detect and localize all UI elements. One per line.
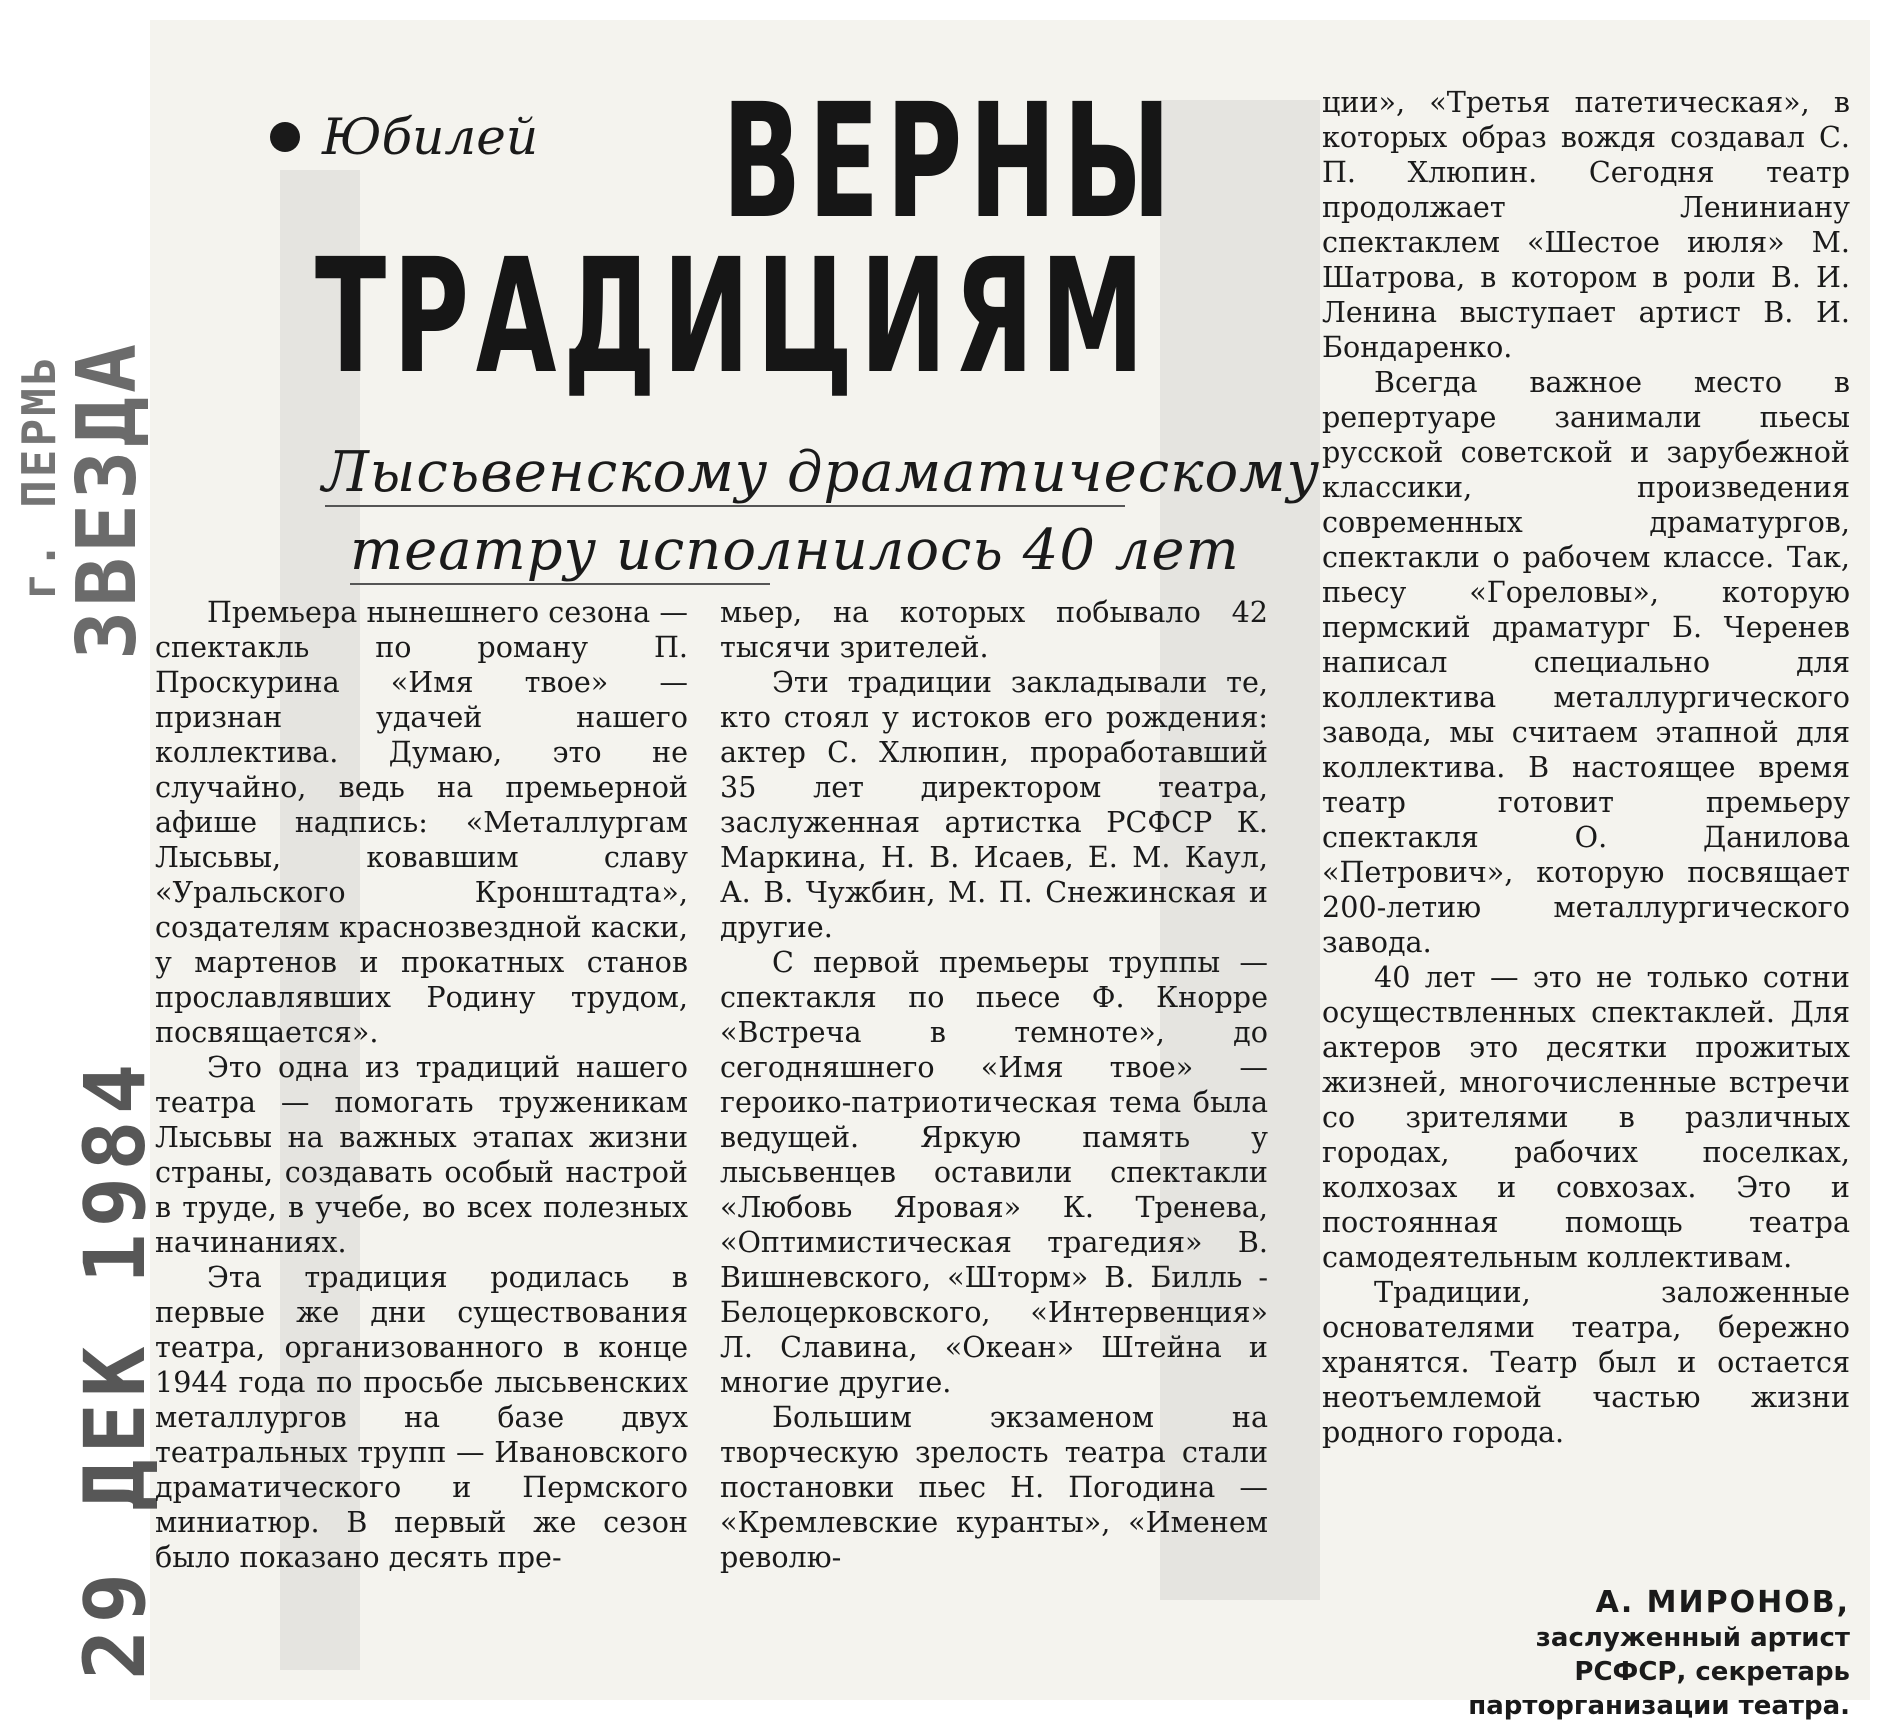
- pen-underline: [325, 505, 1125, 507]
- archive-stamp: [12, 240, 164, 1680]
- pen-underline: [350, 583, 770, 585]
- paragraph: Премьера нынешнего сезона — спектакль по роману П. Проскурина «Имя твое» — признан удачей нашего коллектива. Думаю, это не случайно, ведь на премьерной афише надпись: «Металлургам Лысьвы, ковавшим славу «Уральского Кронштадта», создателям краснозвездной каски, у мартенов и прокатных станов прославлявших Родину трудом, посвящается».: [155, 595, 688, 1049]
- paragraph: Большим экзаменом на творческую зрелость театра стали постановки пьес Н. Погодина — «Кремлевские куранты», «Именем револю-: [720, 1400, 1268, 1574]
- paragraph: Эта традиция родилась в первые же дни существования театра, организованного в конце 1944 года по просьбе лысьвенских металлургов на базе двух театральных трупп — Ивановского драматического и Пермского миниатюр. В первый же сезон было показано десять пре-: [155, 1260, 688, 1574]
- article-column-2: [720, 595, 1268, 1575]
- author-signature: [1322, 1585, 1850, 1723]
- stamp-newspaper-name: ЗВЕЗДА: [60, 339, 155, 660]
- paragraph: С первой премьеры труппы — спектакля по пьесе Ф. Кнорре «Встреча в темноте», до сегодняшнего «Имя твое» — героико-патриотическая тема была ведущей. Яркую память у лысьвенцев оставили спектакли «Любовь Яровая» К. Тренева, «Оптимистическая трагедия» В. Вишневского, «Шторм» В. Билль - Белоцерковского, «Интервенция» Л. Славина, «Океан» Штейна и многие другие.: [720, 945, 1268, 1399]
- author-title-line-1: заслуженный артист: [1535, 1623, 1850, 1653]
- rubric: [270, 108, 538, 166]
- paragraph: 40 лет — это не только сотни осуществленных спектаклей. Для актеров это десятки прожитых жизней, многочисленные встречи со зрителями в различных городах, рабочих поселках, колхозах и совхозах. Это и постоянная помощь театра самодеятельным коллективам.: [1322, 960, 1850, 1274]
- stamp-city: г. ПЕРМЬ: [12, 354, 66, 600]
- paragraph: ции», «Третья патетическая», в которых образ вождя создавал С. П. Хлюпин. Сегодня театр продолжает Лениниану спектаклем «Шестое июля» М. Шатрова, в котором в роли В. И. Ленина выступает артист В. И. Бондаренко.: [1322, 85, 1850, 364]
- headline-line-2: ТРАДИЦИЯМ: [315, 225, 1151, 409]
- author-title-line-2: РСФСР, секретарь: [1574, 1657, 1850, 1687]
- author-name: А. МИРОНОВ,: [1595, 1585, 1850, 1620]
- paragraph: мьер, на которых побывало 42 тысячи зрителей.: [720, 595, 1268, 664]
- paragraph: Это одна из традиций нашего театра — помогать труженикам Лысьвы на важных этапах жизни страны, создавать особый настрой в труде, в учебе, во всех полезных начинаниях.: [155, 1050, 688, 1259]
- rubric-label: Юбилей: [322, 108, 539, 166]
- headline-line-1: ВЕРНЫ: [722, 70, 1178, 254]
- article-column-1: [155, 595, 688, 1575]
- article-column-3: [1322, 85, 1850, 1450]
- author-title-line-3: парторганизации театра.: [1468, 1691, 1850, 1721]
- subheadline-line-1: Лысьвенскому драматическому: [322, 440, 1321, 505]
- bullet-icon: [270, 122, 300, 152]
- paragraph: Эти традиции закладывали те, кто стоял у истоков его рождения: актер С. Хлюпин, проработавший 35 лет директором театра, заслуженная артистка РСФСР К. Маркина, Н. В. Исаев, Е. М. Каул, А. В. Чужбин, М. П. Снежинская и другие.: [720, 665, 1268, 944]
- paragraph: Традиции, заложенные основателями театра, бережно хранятся. Театр был и остается неотъемлемой частью жизни родного города.: [1322, 1275, 1850, 1449]
- subheadline-line-2: театру исполнилось 40 лет: [350, 518, 1240, 583]
- stamp-date: 29 ДЕК 1984: [66, 1057, 164, 1680]
- paragraph: Всегда важное место в репертуаре занимали пьесы русской советской и зарубежной классики, произведения современных драматургов, спектакли о рабочем классе. Так, пьесу «Гореловы», которую пермский драматург Б. Черенев написал специально для коллектива металлургического завода, мы считаем этапной для коллектива. В настоящее время театр готовит премьеру спектакля О. Данилова «Петрович», которую посвящает 200-летию металлургического завода.: [1322, 365, 1850, 959]
